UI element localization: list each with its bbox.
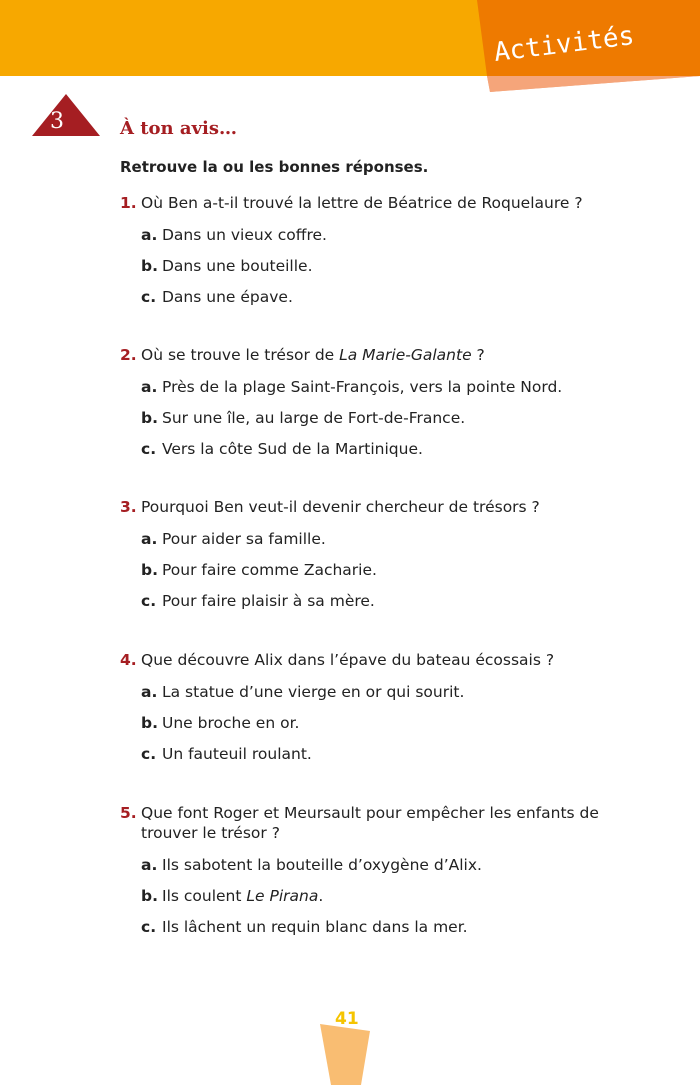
question-number: 4. [120, 651, 137, 669]
answer-text: Sur une île, au large de Fort-de-France. [162, 409, 466, 427]
answer-letter: c. [141, 745, 157, 763]
question-number: 3. [120, 498, 137, 516]
answer-letter: a. [141, 856, 158, 874]
answer-text: La statue d’une vierge en or qui sourit. [162, 683, 465, 701]
answer-text: Ils coulent [162, 887, 247, 905]
question-text: Pourquoi Ben veut-il devenir chercheur de trésors ? [141, 498, 540, 516]
answer-text: Près de la plage Saint-François, vers la pointe Nord. [162, 378, 563, 396]
question-number: 2. [120, 346, 137, 364]
answer-letter: b. [141, 409, 158, 427]
question-number: 1. [120, 194, 137, 212]
answer-text: Un fauteuil roulant. [162, 745, 312, 763]
answer-text: Vers la côte Sud de la Martinique. [162, 440, 423, 458]
page-number: 41 [335, 1009, 359, 1029]
answer-letter: c. [141, 592, 157, 610]
answer-letter: b. [141, 714, 158, 732]
answer-text: Ils sabotent la bouteille d’oxygène d’Alix. [162, 856, 482, 874]
activities-title: Activités [492, 21, 636, 68]
instruction: Retrouve la ou les bonnes réponses. [120, 158, 429, 176]
answer-letter: c. [141, 288, 157, 306]
question-number: 5. [120, 804, 137, 822]
answer-text: Dans une bouteille. [162, 257, 313, 275]
question-text: Que font Roger et Meursault pour empêcher les enfants de trouver le trésor ? [141, 804, 599, 842]
question-text-part: ? [471, 346, 485, 364]
section-number: 3 [50, 109, 64, 134]
answer-letter: a. [141, 530, 158, 548]
answer-text: Ils lâchent un requin blanc dans la mer. [162, 918, 468, 936]
answer-letter: c. [141, 440, 157, 458]
question-text: Que découvre Alix dans l’épave du bateau écossais ? [141, 651, 555, 669]
question-text: Où Ben a-t-il trouvé la lettre de Béatrice de Roquelaure ? [141, 194, 583, 212]
answer-letter: b. [141, 887, 158, 905]
answer-text: Dans une épave. [162, 288, 293, 306]
answer-letter: c. [141, 918, 157, 936]
answer-letter: a. [141, 378, 158, 396]
answer-letter: b. [141, 257, 158, 275]
answer-text: Pour faire comme Zacharie. [162, 561, 377, 579]
answer-text: Dans un vieux coffre. [162, 226, 327, 244]
answer-text: Pour aider sa famille. [162, 530, 326, 548]
answer-text: Pour faire plaisir à sa mère. [162, 592, 375, 610]
answer-letter: a. [141, 683, 158, 701]
answer-text: Une broche en or. [162, 714, 300, 732]
answer-letter: a. [141, 226, 158, 244]
book-title: La Marie-Galante [339, 346, 472, 364]
answer-letter: b. [141, 561, 158, 579]
section-title: À ton avis… [120, 118, 237, 139]
boat-name: Le Pirana [246, 887, 319, 905]
answer-text: . [318, 887, 324, 905]
question-text-part: Où se trouve le trésor de [141, 346, 340, 364]
